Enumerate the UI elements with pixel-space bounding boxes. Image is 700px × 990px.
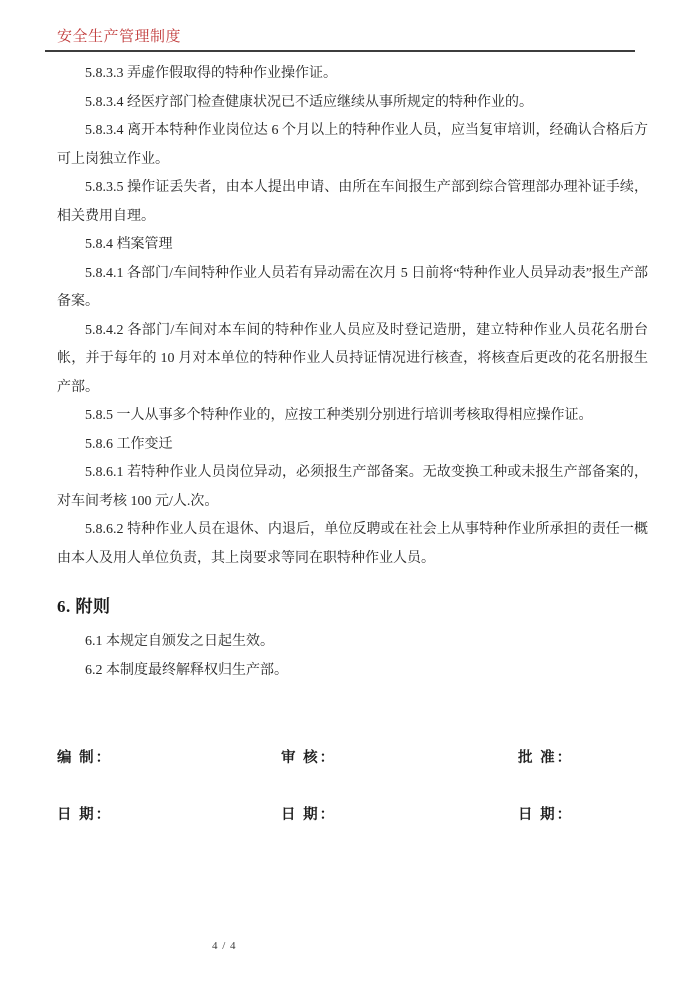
header-divider bbox=[45, 50, 635, 52]
body-paragraph: 5.8.6 工作变迁 bbox=[85, 436, 173, 452]
appendix-items bbox=[57, 628, 648, 685]
signature-label: 日 期： bbox=[57, 807, 113, 823]
body-paragraph: 5.8.6.1 若特种作业人员岗位异动，必须报生产部备案。无故变换工种或未报生产部备案的，对车间考核 100 元/人.次。 bbox=[57, 465, 648, 509]
signature-label: 审 核： bbox=[281, 750, 337, 766]
document-body bbox=[57, 60, 648, 573]
body-paragraph: 5.8.3.4 离开本特种作业岗位达 6 个月以上的特种作业人员，应当复审培训，经确认合格后方可上岗独立作业。 bbox=[57, 123, 648, 167]
appendix-paragraph: 6.2 本制度最终解释权归生产部。 bbox=[85, 662, 288, 678]
body-paragraph: 5.8.3.4 经医疗部门检查健康状况已不适应继续从事所规定的特种作业的。 bbox=[85, 94, 533, 110]
signature-label: 批 准： bbox=[518, 750, 574, 766]
document-header-title: 安全生产管理制度 bbox=[57, 29, 182, 45]
signature-label: 日 期： bbox=[518, 807, 574, 823]
signature-label: 编 制： bbox=[57, 750, 113, 766]
appendix-section bbox=[57, 595, 648, 685]
body-paragraph: 5.8.3.3 弄虚作假取得的特种作业操作证。 bbox=[85, 66, 337, 81]
body-paragraph: 5.8.3.5 操作证丢失者，由本人提出申请、由所在车间报生产部到综合管理部办理补证手续，相关费用自理。 bbox=[57, 180, 648, 224]
body-paragraph: 5.8.4.1 各部门/车间特种作业人员若有异动需在次月 5 日前将“特种作业人员异动表”报生产部备案。 bbox=[57, 265, 648, 309]
appendix-paragraph: 6.1 本规定自颁发之日起生效。 bbox=[85, 634, 274, 649]
body-paragraph: 5.8.4 档案管理 bbox=[85, 237, 173, 252]
signature-block bbox=[57, 746, 648, 836]
signature-label: 日 期： bbox=[281, 807, 337, 823]
body-paragraph: 5.8.4.2 各部门/车间对本车间的特种作业人员应及时登记造册，建立特种作业人员花名册台帐，并于每年的 10 月对本单位的特种作业人员持证情况进行核查，将核查后更改的花名册报生产部。 bbox=[57, 322, 648, 395]
body-paragraph: 5.8.5 一人从事多个特种作业的，应按工种类别分别进行培训考核取得相应操作证。 bbox=[85, 408, 593, 423]
body-paragraph: 5.8.6.2 特种作业人员在退休、内退后，单位反聘或在社会上从事特种作业所承担的责任一概由本人及用人单位负责，其上岗要求等同在职特种作业人员。 bbox=[57, 522, 648, 566]
appendix-heading: 6. 附则 bbox=[57, 597, 111, 616]
page-number: 4 / 4 bbox=[212, 940, 237, 952]
